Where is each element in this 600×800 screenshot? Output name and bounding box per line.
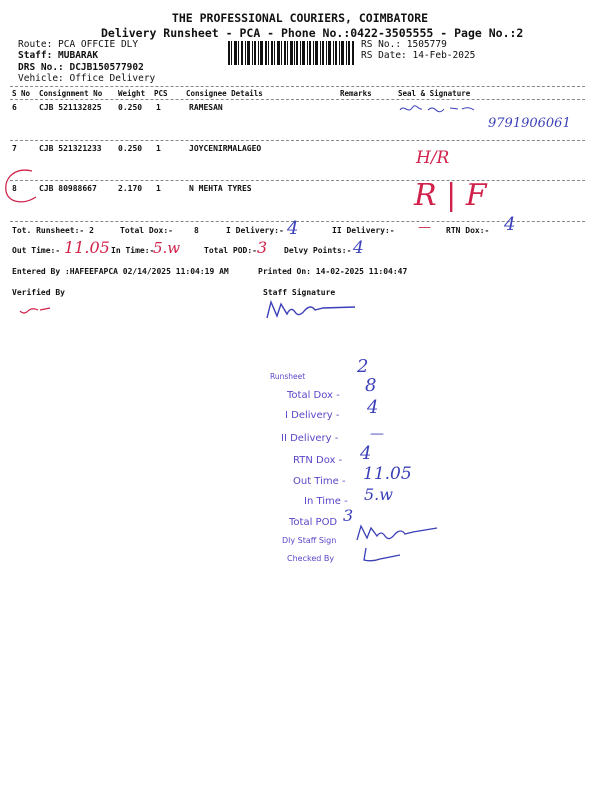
red-circle-mark	[2, 165, 38, 207]
col-header-pcs: PCS	[154, 89, 168, 98]
stamp-total-dox-label: Total Dox -	[287, 390, 340, 401]
stamp-rtn-dox-label: RTN Dox -	[293, 455, 343, 466]
company-name: THE PROFESSIONAL COURIERS, COIMBATORE	[171, 11, 429, 25]
handwritten-ii-delivery: —	[418, 220, 431, 235]
stamp-out-time-value: 11.05	[363, 464, 412, 484]
staff-signature-label: Staff Signature	[263, 288, 336, 297]
stamp-ii-delivery-label: II Delivery -	[281, 433, 339, 444]
row-consignee: N MEHTA TYRES	[189, 184, 252, 193]
row-sno: 6	[12, 103, 17, 112]
divider	[10, 180, 585, 181]
stamp-checked-by-label: Checked By	[287, 554, 335, 563]
row-weight: 2.170	[118, 184, 143, 193]
stamp-out-time-label: Out Time -	[293, 476, 346, 487]
entered-by: Entered By :HAFEEFAPCA 02/14/2025 11:04:19 AM	[12, 267, 229, 276]
handwritten-rtn-dox: 4	[504, 214, 516, 235]
vehicle: Vehicle: Office Delivery	[18, 73, 156, 84]
stamp-staff-signature	[355, 522, 439, 546]
row-consignment: CJB 80988667	[39, 184, 97, 193]
divider	[10, 99, 585, 100]
stamp-rtn-dox-value: 4	[360, 443, 372, 464]
tot-runsheet: Tot. Runsheet:- 2	[12, 226, 94, 235]
stamp-total-pod-value: 3	[343, 506, 354, 525]
stamp-ii-delivery-value: —	[370, 426, 384, 442]
runsheet-title: Delivery Runsheet - PCA - Phone No.:0422-3505555 - Page No.:2	[101, 26, 524, 40]
col-header-seal-signature: Seal & Signature	[398, 89, 471, 98]
row-pcs: 1	[156, 184, 161, 193]
in-time-label: In Time:-	[111, 246, 155, 255]
row-sno: 7	[12, 144, 17, 153]
handwritten-out-time: 11.05	[64, 238, 110, 257]
verifier-signature	[18, 302, 54, 316]
col-header-remarks: Remarks	[340, 89, 372, 98]
printed-on: Printed On: 14-02-2025 11:04:47	[258, 267, 408, 276]
total-pod-label: Total POD:-	[204, 246, 257, 255]
stamp-runsheet-label: Runsheet	[270, 372, 306, 381]
handwritten-in-time: 5.w	[153, 239, 181, 257]
out-time-label: Out Time:-	[12, 246, 61, 255]
divider	[10, 140, 585, 141]
stamp-checked-signature	[360, 546, 404, 564]
row-sno: 8	[12, 184, 17, 193]
stamp-runsheet-value: 2	[357, 356, 369, 377]
row-consignment: CJB 521132825	[39, 103, 102, 112]
handwritten-mark: R | F	[414, 178, 487, 213]
stamp-i-delivery-label: I Delivery -	[285, 410, 340, 421]
total-dox-label: Total Dox:-	[120, 226, 173, 235]
ii-delivery-label: II Delivery:-	[332, 226, 395, 235]
col-header-weight: Weight	[118, 89, 146, 98]
handwritten-total-pod: 3	[257, 238, 268, 257]
col-header-consignment: Consignment No	[39, 89, 103, 98]
stamp-in-time-label: In Time -	[304, 496, 348, 507]
rtn-dox-label: RTN Dox:-	[446, 226, 490, 235]
staff: Staff: MUBARAK	[18, 50, 99, 61]
row-weight: 0.250	[118, 103, 143, 112]
row-weight: 0.250	[118, 144, 143, 153]
handwritten-i-delivery: 4	[287, 218, 299, 239]
handwritten-signature	[398, 100, 478, 116]
barcode	[228, 41, 354, 65]
stamp-total-dox-value: 8	[365, 375, 377, 396]
route: Route: PCA OFFCIE DLY	[18, 39, 139, 50]
stamp-in-time-value: 5.w	[364, 485, 393, 504]
delvy-points-label: Delvy Points:-	[284, 246, 352, 255]
stamp-i-delivery-value: 4	[367, 397, 379, 418]
staff-signature	[263, 298, 359, 322]
handwritten-phone: 9791906061	[488, 116, 571, 131]
total-dox-value: 8	[194, 226, 199, 235]
drs-number: DRS No.: DCJB150577902	[18, 62, 144, 73]
stamp-staff-sign-label: Dly Staff Sign	[282, 536, 337, 545]
row-pcs: 1	[156, 103, 161, 112]
row-pcs: 1	[156, 144, 161, 153]
divider	[10, 86, 585, 87]
col-header-consignee: Consignee Details	[186, 89, 263, 98]
rs-number: RS No.: 1505779	[361, 39, 447, 50]
stamp-total-pod-label: Total POD	[289, 517, 338, 528]
rs-date: RS Date: 14-Feb-2025	[361, 50, 476, 61]
row-consignee: JOYCENIRMALAGEO	[189, 144, 262, 153]
handwritten-mark: H/R	[416, 148, 450, 168]
i-delivery-label: I Delivery:-	[226, 226, 284, 235]
row-consignment: CJB 521321233	[39, 144, 102, 153]
row-consignee: RAMESAN	[189, 103, 223, 112]
verified-by: Verified By	[12, 288, 65, 297]
handwritten-delvy-points: 4	[353, 238, 364, 258]
col-header-sno: S No	[12, 89, 31, 98]
